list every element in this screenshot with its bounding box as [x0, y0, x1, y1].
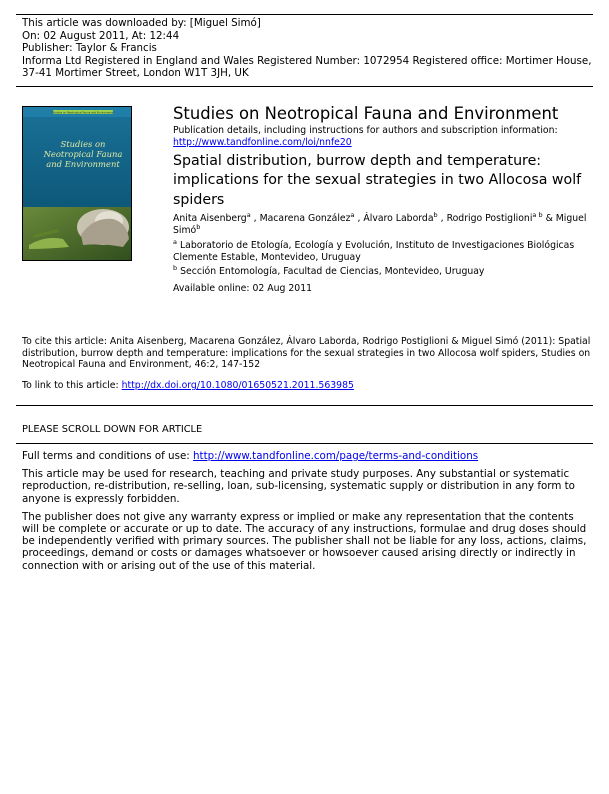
affiliation-a — [173, 240, 593, 264]
author-name: Miguel Simó — [173, 213, 587, 237]
author-separator: , — [250, 213, 260, 225]
author-affil-marker: b — [433, 211, 438, 220]
author-separator: , — [354, 213, 364, 225]
author-affil-marker: b — [196, 223, 201, 232]
registration-info: Informa Ltd Registered in England and Wales Registered Number: 1072954 Registered office: Mortimer House, 37-41 Mortimer Street, London W1T 3JH, UK — [22, 54, 592, 80]
author-separator: & — [542, 213, 556, 225]
cover-banner-text: Studies on Neotropical Fauna and Environment — [52, 111, 114, 115]
citation-text: To cite this article: Anita Aisenberg, Macarena González, Álvaro Laborda, Rodrigo Postiglioni & Miguel Simó (2011): Spatial distribution, burrow depth and temperature: implications for the sexual strategies in two Allocosa wolf spiders, Studies on Neotropical Fauna and Environment, 46:2, 147-152 — [22, 336, 591, 370]
cover-artwork — [23, 107, 132, 261]
publication-details: Publication details, including instructions for authors and subscription information: — [173, 125, 558, 136]
affiliation-text: Sección Entomología, Facultad de Ciencias, Montevideo, Uruguay — [177, 266, 485, 278]
affiliation-marker: b — [173, 264, 178, 273]
terms-section — [22, 450, 592, 578]
terms-line — [22, 450, 592, 462]
affiliation-b — [173, 266, 593, 278]
terms-paragraph-2: The publisher does not give any warranty express or implied or make any representation that the contents will be complete or accurate or up to date. The accuracy of any instructions, formulae and drug doses should be independently verified with primary sources. The publisher shall not be liable for any loss, actions, claims, proceedings, demand or costs or damages whatsoever or howsoever caused arising directly or indirectly in connection with or arising out of the use of this material. — [22, 510, 587, 572]
available-online: Available online: 02 Aug 2011 — [173, 283, 313, 295]
header-rule — [16, 86, 593, 87]
terms-url-link[interactable]: http://www.tandfonline.com/page/terms-and-conditions — [193, 450, 479, 462]
publisher: Publisher: Taylor & Francis — [22, 42, 157, 55]
author-affil-marker: a b — [532, 211, 543, 220]
journal-title: Studies on Neotropical Fauna and Environment — [173, 104, 559, 123]
cover-title-line-3: and Environment — [46, 159, 120, 169]
scroll-notice: PLEASE SCROLL DOWN FOR ARTICLE — [22, 424, 203, 435]
download-date: On: 02 August 2011, At: 12:44 — [22, 29, 180, 42]
author-separator: , — [437, 213, 447, 225]
article-title: Spatial distribution, burrow depth and temperature: implications for the sexual strategies in two Allocosa wolf spiders — [173, 153, 582, 208]
terms-paragraph-1: This article may be used for research, teaching and private study purposes. Any substantial or systematic reproduction, re-distribution, re-selling, loan, sub-licensing, systematic supply or distribution in any form to anyone is expressly forbidden. — [22, 468, 575, 505]
author-name: Anita Aisenberg — [173, 213, 247, 225]
download-header — [22, 17, 592, 80]
article-link-label: To link to this article: — [22, 380, 122, 391]
citation-rule — [16, 405, 593, 406]
top-rule — [16, 14, 593, 15]
notice-rule — [16, 443, 593, 444]
cover-title-line-1: Studies on — [60, 139, 106, 149]
cover-title-line-2: Neotropical Fauna — [43, 149, 123, 159]
author-affil-marker: a — [350, 211, 355, 220]
downloaded-by: This article was downloaded by: [Miguel Simó] — [22, 17, 261, 29]
author-name: Rodrigo Postiglioni — [446, 213, 533, 225]
author-list — [173, 213, 593, 237]
journal-cover-image — [22, 106, 132, 261]
journal-url-link[interactable]: http://www.tandfonline.com/loi/nnfe20 — [173, 136, 352, 148]
author-name: Macarena González — [259, 213, 351, 225]
article-link-line — [22, 380, 592, 392]
article-metadata — [173, 104, 593, 295]
author-name: Álvaro Laborda — [363, 213, 434, 225]
author-affil-marker: a — [246, 211, 251, 220]
doi-link[interactable]: http://dx.doi.org/10.1080/01650521.2011.563985 — [121, 380, 354, 391]
affiliation-text: Laboratorio de Etología, Ecología y Evolución, Instituto de Investigaciones Biológicas Clemente Estable, Montevideo, Uruguay — [173, 240, 575, 264]
terms-label: Full terms and conditions of use: — [22, 450, 194, 462]
affiliation-marker: a — [173, 238, 177, 247]
